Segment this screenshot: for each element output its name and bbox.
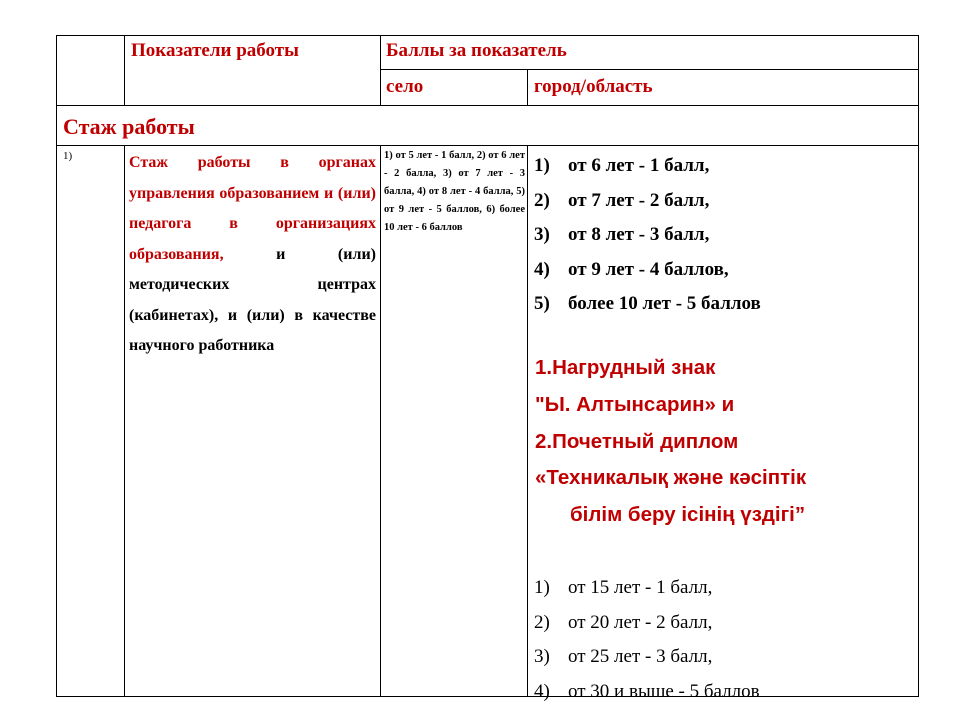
- list-item: [534, 287, 761, 322]
- description-highlight: Стаж работы в органах управления образованием и (или) педагога в организациях образования,: [129, 154, 376, 263]
- awards-block: [535, 350, 806, 534]
- item-text: от 6 лет - 1 балл,: [568, 155, 710, 176]
- list-item: 6) более 10 лет - 6 баллов: [384, 204, 525, 233]
- list-item: [534, 675, 760, 710]
- item-text: от 9 лет - 4 баллов,: [568, 258, 729, 280]
- list-item: 3) от 7 лет - 3 балла,: [384, 168, 525, 197]
- item-number: 4): [534, 680, 550, 702]
- list-item: [534, 149, 761, 184]
- column-divider-1: [124, 35, 125, 106]
- section-bottom-border: [56, 145, 919, 146]
- item-number: 5): [534, 293, 550, 314]
- item-text: от 30 и выше - 5 баллов: [568, 680, 760, 702]
- item-text: от 8 лет - 3 балл,: [568, 224, 710, 245]
- item-number: 2): [534, 189, 550, 211]
- item-number: 1): [534, 155, 550, 176]
- criteria-table: [56, 35, 919, 702]
- table-border-top: [56, 35, 919, 36]
- description-rest: и (или) методических центрах (кабинетах), и (или) в качестве научного работника: [129, 245, 376, 354]
- list-item: [534, 606, 760, 641]
- header-points: Баллы за показатель: [386, 40, 567, 61]
- section-title: Стаж работы: [63, 114, 195, 139]
- item-number: 4): [534, 258, 550, 280]
- item-text: от 15 лет - 1 балл,: [568, 577, 713, 598]
- list-item: [534, 571, 760, 606]
- award-badge-name: "Ы. Алтынсарин» и: [535, 392, 735, 416]
- row-number: 1): [63, 150, 73, 162]
- indicator-description: [129, 148, 376, 362]
- item-text: от 7 лет - 2 балл,: [568, 189, 710, 211]
- column-divider-2: [380, 35, 381, 106]
- award-diploma-name: «Техникалық және кәсіптік: [535, 466, 807, 490]
- header-village: село: [386, 76, 424, 97]
- list-item: 1) от 5 лет - 1 балл,: [384, 150, 475, 161]
- award-points-list: [534, 571, 760, 709]
- item-number: 3): [534, 646, 550, 667]
- column-divider-3: [527, 69, 528, 106]
- table-border-bottom: [56, 696, 919, 697]
- city-points-list: [534, 149, 761, 322]
- header-city: город/область: [534, 76, 653, 97]
- header-bottom-border: [56, 105, 919, 106]
- village-points-list: [384, 147, 525, 237]
- award-diploma-name-cont: білім беру ісінің үздігі”: [570, 503, 806, 527]
- award-diploma-line: 2.Почетный диплом: [535, 429, 739, 453]
- column-divider-1b: [124, 145, 125, 697]
- header-divider: [380, 69, 919, 70]
- list-item: [534, 640, 760, 675]
- table-border-right: [918, 35, 919, 697]
- award-badge-line: 1.Нагрудный знак: [535, 356, 716, 379]
- column-divider-3b: [527, 145, 528, 697]
- item-number: 1): [534, 577, 550, 598]
- list-item: [534, 184, 761, 219]
- list-item: [534, 218, 761, 253]
- item-number: 2): [534, 611, 550, 633]
- item-number: 3): [534, 224, 550, 245]
- item-text: от 25 лет - 3 балл,: [568, 646, 713, 667]
- item-text: более 10 лет - 5 баллов: [568, 293, 761, 314]
- list-item: 2) от 6 лет - 2 балла,: [384, 150, 525, 179]
- item-text: от 20 лет - 2 балл,: [568, 611, 713, 633]
- list-item: 5) от 9 лет - 5 баллов,: [384, 186, 526, 215]
- list-item: 4) от 8 лет - 4 балла,: [417, 186, 514, 197]
- column-divider-2b: [380, 145, 381, 697]
- list-item: [534, 253, 761, 288]
- header-indicators: Показатели работы: [131, 40, 299, 61]
- table-border-left: [56, 35, 57, 697]
